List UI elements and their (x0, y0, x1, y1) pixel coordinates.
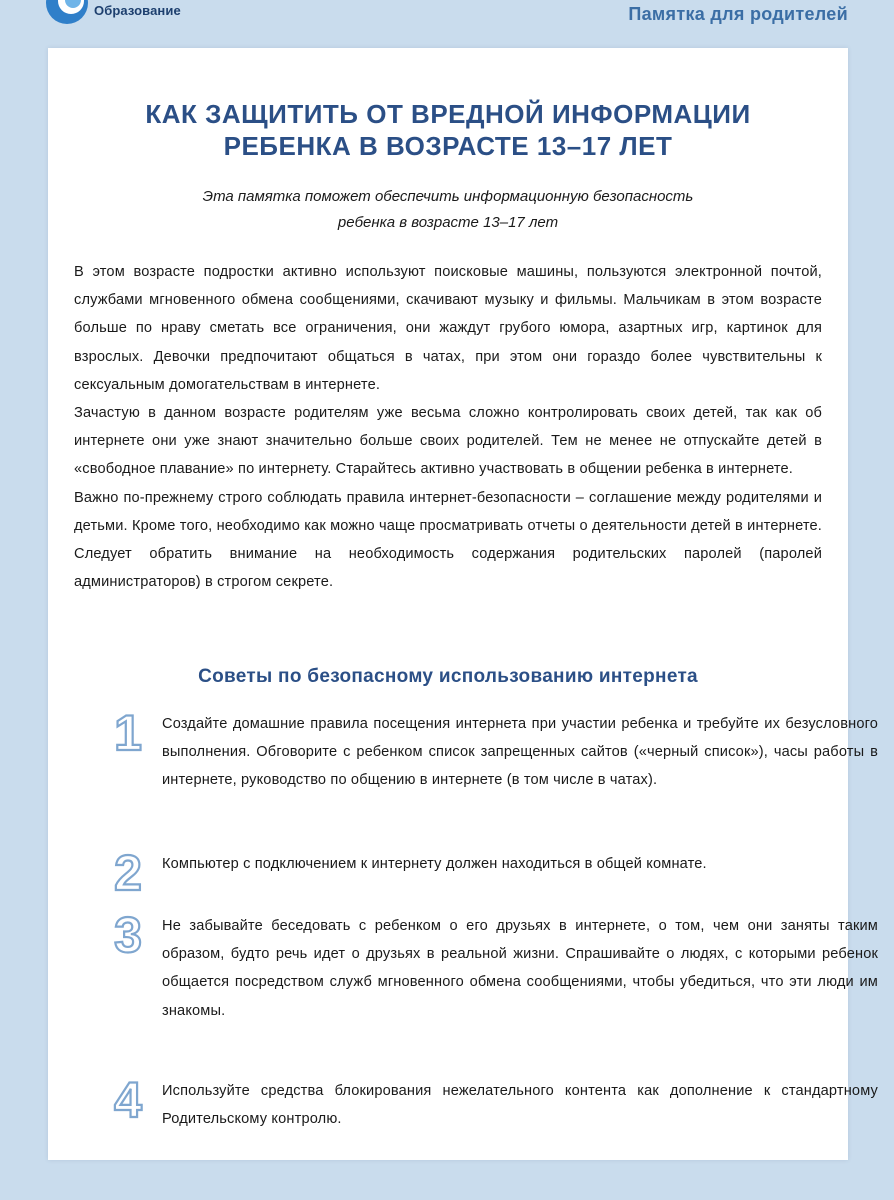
tip-text: Не забывайте беседовать с ребенком о его друзьях в интернете, о том, чем они заняты таким образом, будто речь идет о друзьях в реальной жизни. Спрашивайте о людях, с которыми ребенок общается посредством служб мгновенного обмена сообщениями, чтобы убедиться, что эти люди им знакомы. (162, 918, 878, 1019)
intro-text (74, 258, 822, 596)
tip-text: Компьютер с подключением к интернету должен находиться в общей комнате. (162, 856, 707, 872)
subtitle-line-1: Эта памятка поможет обеспечить информационную безопасность (202, 188, 694, 205)
page-title (48, 98, 848, 162)
number-3-icon (104, 908, 152, 960)
page-subtitle (48, 184, 848, 236)
memo-label: Памятка для родителей (628, 4, 848, 24)
title-line-1: КАК ЗАЩИТИТЬ ОТ ВРЕДНОЙ ИНФОРМАЦИИ (145, 99, 751, 129)
svg-text:3: 3 (114, 908, 142, 960)
paragraph-3: Важно по-прежнему строго соблюдать правила интернет-безопасности – соглашение между родителями и детьми. Кроме того, необходимо как можно чаще просматривать отчеты о деятельности детей в интернете. Следует обратить внимание на необходимость содержания родительских паролей (паролей администраторов) в строгом секрете. (74, 489, 822, 591)
svg-text:2: 2 (114, 846, 142, 898)
logo-text: Образование (94, 3, 181, 18)
document-page (48, 48, 878, 1160)
logo-icon (44, 0, 90, 26)
number-2-icon (104, 846, 152, 898)
subtitle-line-2: ребенка в возрасте 13–17 лет (337, 214, 559, 231)
tip-text: Создайте домашние правила посещения интернета при участии ребенка и требуйте их безусловного выполнения. Обговорите с ребенком список запрещенных сайтов («черный список»), часы работы в интернете, руководство по общению в интернете (в том числе в чатах). (162, 716, 878, 789)
title-line-2: РЕБЕНКА В ВОЗРАСТЕ 13–17 ЛЕТ (223, 131, 673, 161)
tip-text: Используйте средства блокирования нежелательного контента как дополнение к стандартному Родительскому контролю. (162, 1083, 878, 1128)
svg-text:4: 4 (114, 1073, 142, 1125)
tips-heading: Советы по безопасному использованию интернета (198, 666, 698, 687)
number-4-icon (104, 1073, 152, 1125)
paragraph-1: В этом возрасте подростки активно используют поисковые машины, пользуются электронной почтой, службами мгновенного обмена сообщениями, скачивают музыку и фильмы. Мальчикам в этом возрасте больше по нраву сметать все ограничения, они жаждут грубого юмора, азартных игр, картинок для взрослых. Девочки предпочитают общаться в чатах, при этом они гораздо более чувствительны к сексуальным домогательствам в интернете. (74, 264, 822, 393)
header (0, 0, 894, 48)
number-1-icon (104, 706, 152, 758)
paragraph-2: Зачастую в данном возрасте родителям уже весьма сложно контролировать своих детей, так как об интернете они уже знают значительно больше своих родителей. Тем не менее не отпускайте детей в «свободное плавание» по интернету. Старайтесь активно участвовать в общении ребенка в интернете. (74, 405, 822, 478)
svg-text:1: 1 (114, 706, 142, 758)
